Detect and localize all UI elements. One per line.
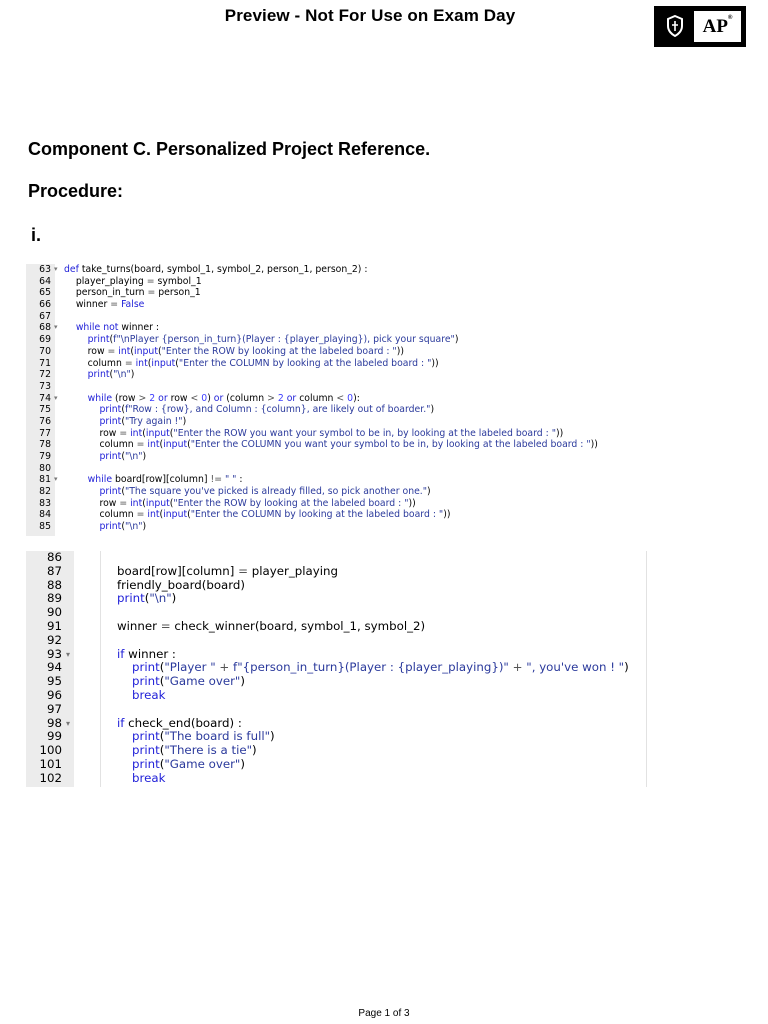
code-text: print("Try again !") [99,415,187,427]
code-line [26,474,746,486]
fold-arrow-icon[interactable]: ▾ [54,323,58,332]
ap-logo [654,6,746,47]
code-line [26,551,746,565]
line-number: 74 [39,392,51,404]
code-line [26,358,746,370]
code-text: print("\n") [117,591,177,606]
code-text: print("The square you've picked is already filled, so pick another one.") [99,486,431,498]
code-line [26,675,746,689]
line-number: 98 [46,715,62,730]
code-text: print("Game over") [132,756,245,771]
code-line [26,428,746,440]
line-number: 65 [39,287,51,299]
part-label: i. [31,225,42,245]
code-text: row = int(input("Enter the ROW by looking at the labeled board : ")) [64,345,404,357]
code-text: break [132,687,166,702]
code-text: break [132,770,166,785]
code-text: print("Game over") [132,674,245,689]
code-line [26,579,746,593]
line-number: 75 [39,404,51,416]
line-number: 89 [46,591,62,606]
code-line [26,498,746,510]
code-text: def take_turns(board, symbol_1, symbol_2, person_1, person_2) : [64,264,368,275]
code-line [26,334,746,346]
line-number: 86 [46,551,62,564]
code-text: column = int(input("Enter the COLUMN by looking at the labeled board : ")) [64,509,451,521]
fold-arrow-icon[interactable]: ▾ [66,649,71,659]
code-line [26,451,746,463]
line-number: 102 [39,770,62,785]
code-line [26,393,746,405]
code-line [26,463,746,475]
code-text: board[row][column] = player_playing [102,563,338,578]
code-line [26,592,746,606]
code-line [26,620,746,634]
fold-arrow-icon[interactable]: ▾ [54,393,58,402]
code-line [26,565,746,579]
fold-arrow-icon[interactable]: ▾ [54,265,58,273]
code-text: friendly_board(board) [102,577,245,592]
line-number: 79 [39,451,51,462]
fold-arrow-icon[interactable]: ▾ [54,475,58,484]
line-number: 84 [39,509,51,521]
code-text: winner = False [64,299,145,311]
line-number: 80 [39,462,51,474]
code-text: while board[row][column] != " " : [87,474,243,486]
code-text: print("\n") [87,369,135,381]
line-number: 88 [46,577,62,592]
code-text: print(f"\nPlayer {person_in_turn}(Player : {player_playing}), pick your square") [87,334,459,346]
code-line [26,606,746,620]
code-text: row = int(input("Enter the ROW by looking at the labeled board : ")) [64,497,416,509]
code-text: print("\n") [99,521,147,533]
line-number: 77 [39,427,51,439]
code-line [26,346,746,358]
page-footer: Page 1 of 3 [358,1008,410,1019]
line-number: 87 [46,563,62,578]
code-text: person_in_turn = person_1 [64,287,201,299]
code-text: row = int(input("Enter the ROW you want your symbol to be in, by looking at the labeled board : ")) [64,427,564,439]
code-line [26,322,746,334]
line-number: 96 [46,687,62,702]
code-line [26,730,746,744]
line-number: 82 [39,486,51,498]
line-number: 69 [39,334,51,346]
code-text: column = int(input("Enter the COLUMN you want your symbol to be in, by looking at the labeled board : ")) [64,439,598,451]
line-number: 101 [39,756,62,771]
line-number: 71 [39,357,51,369]
code-line [26,299,746,311]
line-number: 66 [39,299,51,311]
line-number: 99 [46,729,62,744]
line-number: 93 [46,646,62,661]
code-text: print("\n") [99,451,147,462]
ap-wordmark: AP® [694,11,741,42]
line-number: 95 [46,674,62,689]
code-line [26,717,746,731]
code-text: print("There is a tie") [132,743,257,758]
code-line [26,264,746,276]
code-line [26,509,746,521]
line-number: 72 [39,369,51,381]
line-number: 70 [39,345,51,357]
line-number: 73 [39,380,51,392]
line-number: 64 [39,275,51,287]
component-heading: Component C. Personalized Project Reference. [28,139,431,159]
line-number: 90 [46,605,62,620]
line-number: 68 [39,322,51,334]
code-text: winner = check_winner(board, symbol_1, symbol_2) [102,618,426,633]
code-line [26,486,746,498]
code-line [26,634,746,648]
line-number: 67 [39,310,51,322]
line-number: 85 [39,521,51,533]
line-number: 91 [46,618,62,633]
line-number: 81 [39,474,51,486]
code-line [26,521,746,533]
code-line [26,661,746,675]
code-text: while (row > 2 or row < 0) or (column > 2 or column < 0): [87,392,360,404]
line-number: 94 [46,660,62,675]
procedure-heading: Procedure: [28,181,124,201]
line-number: 92 [46,632,62,647]
code-text: print(f"Row : {row}, and Column : {column}, are likely out of boarder.") [99,404,435,416]
code-text: print("The board is full") [132,729,275,744]
code-line [26,689,746,703]
line-number: 78 [39,439,51,451]
acorn-shield-icon [666,15,684,37]
code-line [26,439,746,451]
line-number: 97 [46,701,62,716]
code-line [26,287,746,299]
page-header-title: Preview - Not For Use on Exam Day [224,6,516,25]
code-line [26,369,746,381]
line-number: 83 [39,497,51,509]
code-panel-2 [26,551,746,787]
code-line [26,381,746,393]
code-text: while not winner : [75,322,159,334]
code-panel-1 [26,264,746,536]
code-text: if check_end(board) : [117,715,242,730]
line-number: 100 [39,743,62,758]
fold-arrow-icon[interactable]: ▾ [66,718,71,728]
code-text: player_playing = symbol_1 [64,275,202,287]
code-text: print("Player " + f"{person_in_turn}(Player : {player_playing})" + ", you've won ! ") [132,660,629,675]
code-text: if winner : [117,646,176,661]
code-line [26,648,746,662]
code-text: column = int(input("Enter the COLUMN by looking at the labeled board : ")) [64,357,439,369]
code-line [26,703,746,717]
code-line [26,416,746,428]
code-line [26,404,746,416]
code-line [26,758,746,772]
line-number: 76 [39,415,51,427]
line-number: 63 [39,264,51,275]
code-line [26,744,746,758]
code-line [26,772,746,786]
code-line [26,276,746,288]
code-line [26,311,746,323]
